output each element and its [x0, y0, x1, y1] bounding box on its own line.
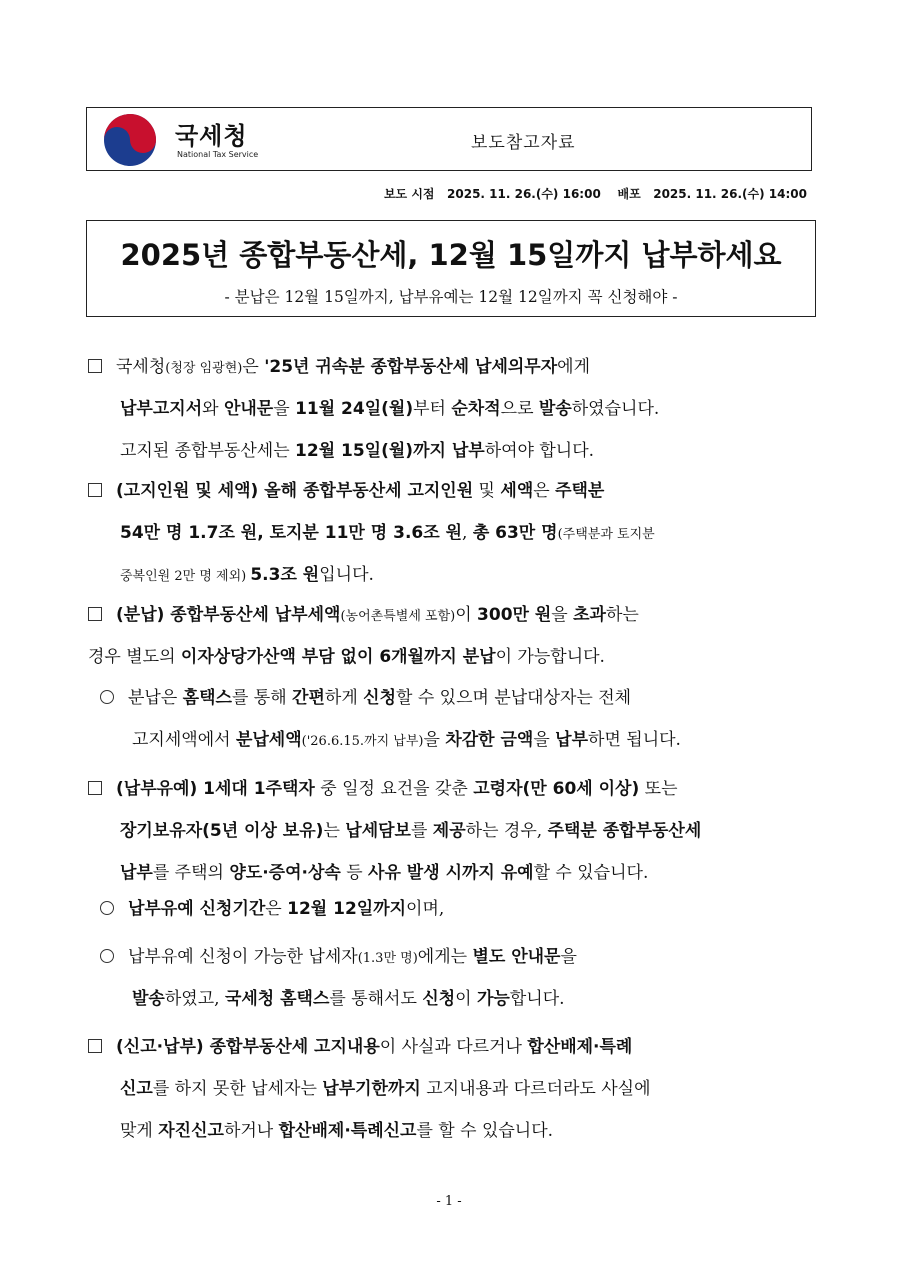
- title-box: [86, 220, 816, 317]
- text: 하였고,: [164, 989, 225, 1009]
- text-bold: 5.3조 원: [250, 565, 320, 585]
- text-bold: 합산배제·특례신고: [278, 1121, 417, 1141]
- text-bold: 합산배제·특례: [527, 1037, 633, 1057]
- text-bold: 54만 명 1.7조 원, 토지분 11만 명 3.6조 원: [120, 523, 462, 543]
- text-bold: 차감한 금액: [445, 730, 534, 750]
- text-bold: 납부고지서: [120, 399, 203, 419]
- text: 부터: [413, 399, 452, 419]
- text-bold: 납부: [555, 730, 589, 750]
- text-bold: 별도 안내문: [472, 947, 561, 967]
- header-box: [86, 107, 812, 171]
- text-bold: '25년 귀속분 종합부동산세 납세의무자: [264, 357, 558, 377]
- text-bold: 장기보유자(5년 이상 보유): [120, 821, 324, 841]
- text: 이: [455, 989, 477, 1009]
- text-bold: 납부유예 신청기간: [128, 899, 266, 919]
- text: 를 주택의: [152, 863, 230, 883]
- paragraph-line: [100, 978, 840, 1020]
- text-bold: 총 63만 명: [472, 523, 558, 543]
- text: 을: [560, 947, 577, 967]
- text-bold: 300만 원: [477, 605, 552, 625]
- text: 은: [242, 357, 265, 377]
- text-bold: 분납세액: [235, 730, 302, 750]
- text-bold: 납부기한까지: [322, 1079, 421, 1099]
- paragraph-line: [88, 346, 828, 388]
- text-bold: 안내문: [223, 399, 274, 419]
- text: 할 수 있습니다.: [533, 863, 649, 883]
- text: (주택분과 토지분: [557, 527, 655, 542]
- text: 를 통해: [231, 688, 293, 708]
- logo-korean-name: 국세청: [175, 122, 248, 150]
- paragraph-deferral: [88, 768, 828, 894]
- text: 고지내용과 다르더라도 사실에: [420, 1079, 651, 1099]
- text-bold: 납세담보: [345, 821, 411, 841]
- paragraph-line: [88, 430, 828, 472]
- text: 은: [533, 481, 556, 501]
- text: 경우 별도의: [88, 647, 181, 667]
- circle-bullet-icon: [100, 690, 114, 704]
- text: 분납은: [128, 688, 183, 708]
- text: 및: [473, 481, 501, 501]
- square-bullet-icon: [88, 1039, 102, 1053]
- circle-bullet-icon: [100, 949, 114, 963]
- text: (1.3만 명): [357, 951, 418, 966]
- text-bold: (신고·납부) 종합부동산세 고지내용: [116, 1037, 380, 1057]
- text-bold: 고령자(만 60세 이상): [473, 779, 640, 799]
- paragraph-line: [88, 810, 828, 852]
- release-dates: 보도 시점 2025. 11. 26.(수) 16:00 배포 2025. 11. 26.(수) 14:00: [383, 187, 807, 201]
- text: 이 가능합니다.: [495, 647, 605, 667]
- text: 또는: [639, 779, 678, 799]
- text: 하면 됩니다.: [588, 730, 681, 750]
- text: 중복인원 2만 명 제외): [120, 569, 251, 584]
- paragraph-installment: [88, 594, 828, 678]
- text-bold: 순차적: [451, 399, 501, 419]
- text-bold: 신청: [422, 989, 456, 1009]
- text-bold: 이자상당가산액 부담 없이 6개월까지 분납: [180, 647, 496, 667]
- text-bold: 주택분 종합부동산세: [547, 821, 702, 841]
- text-bold: (납부유예) 1세대 1주택자: [116, 779, 315, 799]
- square-bullet-icon: [88, 781, 102, 795]
- text-bold: 국세청 홈택스: [224, 989, 330, 1009]
- text: ,: [462, 523, 473, 543]
- text: 할 수 있으며 분납대상자는 전체: [396, 688, 632, 708]
- text-bold: 홈택스: [182, 688, 232, 708]
- square-bullet-icon: [88, 483, 102, 497]
- text: 은: [265, 899, 288, 919]
- text: 납부유예 신청이 가능한 납세자: [128, 947, 358, 967]
- text: 을: [533, 730, 556, 750]
- text: 에게는: [417, 947, 473, 967]
- text-bold: 간편: [292, 688, 325, 708]
- text-bold: (분납) 종합부동산세 납부세액: [116, 605, 341, 625]
- text-bold: 11월 24일(월): [295, 399, 414, 419]
- paragraph-line: [88, 388, 828, 430]
- text-bold: 신고: [120, 1079, 153, 1099]
- text: 하는: [605, 605, 639, 625]
- text: (청장 임광현): [165, 361, 243, 376]
- paragraph-line: [88, 470, 828, 512]
- paragraph-line: [100, 677, 840, 719]
- text-bold: 초과: [573, 605, 606, 625]
- subparagraph-deferral-period: [100, 888, 840, 930]
- page-subtitle: - 분납은 12월 15일까지, 납부유예는 12월 12일까지 꼭 신청해야 -: [224, 288, 678, 306]
- text-bold: 양도·증여·상속: [229, 863, 341, 883]
- paragraph-line: [100, 719, 840, 761]
- subparagraph-installment-hometax: [100, 677, 840, 761]
- text: 를 하지 못한 납세자는: [152, 1079, 323, 1099]
- paragraph-line: [88, 1068, 828, 1110]
- paragraph-line: [88, 636, 828, 678]
- text: 하거나: [223, 1121, 279, 1141]
- text: (농어촌특별세 포함): [340, 609, 456, 624]
- circle-bullet-icon: [100, 901, 114, 915]
- paragraph-line: [88, 512, 828, 554]
- page-title: 2025년 종합부동산세, 12월 15일까지 납부하세요: [120, 238, 782, 272]
- text: 이: [455, 605, 478, 625]
- logo-english-name: National Tax Service: [177, 150, 259, 159]
- page-number: - 1 -: [436, 1194, 462, 1209]
- text: 고지된 종합부동산세는: [120, 441, 296, 461]
- paragraph-line: [88, 768, 828, 810]
- paragraph-taxpayers-amount: [88, 470, 828, 596]
- text-bold: 세액: [500, 481, 534, 501]
- text-bold: 12월 15일(월)까지 납부: [295, 441, 485, 461]
- text: 를 할 수 있습니다.: [416, 1121, 554, 1141]
- text: 입니다.: [319, 565, 374, 585]
- paragraph-line: [100, 888, 840, 930]
- text: 중 일정 요건을 갖춘: [314, 779, 474, 799]
- text: 맞게: [120, 1121, 159, 1141]
- nts-logo: [97, 112, 267, 168]
- text: 을: [273, 399, 296, 419]
- text: 는: [323, 821, 346, 841]
- taegeuk-emblem-icon: [97, 112, 163, 168]
- text: 이 사실과 다르거나: [379, 1037, 528, 1057]
- text: 을: [423, 730, 446, 750]
- text-bold: 주택분: [555, 481, 605, 501]
- text: 하는 경우,: [465, 821, 548, 841]
- text: 을: [551, 605, 574, 625]
- text: 등: [340, 863, 369, 883]
- text-bold: (고지인원 및 세액) 올해 종합부동산세 고지인원: [116, 481, 474, 501]
- text: 합니다.: [509, 989, 565, 1009]
- text: 를: [410, 821, 433, 841]
- paragraph-self-report: [88, 1026, 828, 1152]
- square-bullet-icon: [88, 359, 102, 373]
- paragraph-notice-dispatch: [88, 346, 828, 472]
- text: 를 통해서도: [329, 989, 423, 1009]
- paragraph-line: [88, 1026, 828, 1068]
- text-bold: 사유 발생 시까지 유예: [368, 863, 534, 883]
- paragraph-line: [88, 1110, 828, 1152]
- paragraph-line: [88, 554, 828, 596]
- text-bold: 발송: [132, 989, 165, 1009]
- text-bold: 가능: [477, 989, 510, 1009]
- text-bold: 제공: [432, 821, 466, 841]
- text: 에게: [557, 357, 590, 377]
- text: 하였습니다.: [571, 399, 660, 419]
- text: 하여야 합니다.: [484, 441, 595, 461]
- paragraph-line: [88, 594, 828, 636]
- text-bold: 신청: [363, 688, 396, 708]
- square-bullet-icon: [88, 607, 102, 621]
- paragraph-line: [100, 936, 840, 978]
- document-type: 보도참고자료: [471, 133, 576, 153]
- text: 하게: [324, 688, 364, 708]
- text-bold: 발송: [538, 399, 572, 419]
- text-bold: 12월 12일까지: [287, 899, 407, 919]
- text: ('26.6.15.까지 납부): [301, 734, 424, 749]
- text-bold: 납부: [120, 863, 153, 883]
- subparagraph-deferral-notice: [100, 936, 840, 1020]
- text: 고지세액에서: [132, 730, 236, 750]
- text: 이며,: [406, 899, 445, 919]
- text: 으로: [500, 399, 539, 419]
- text: 와: [202, 399, 224, 419]
- text: 국세청: [116, 357, 166, 377]
- text-bold: 자진신고: [158, 1121, 224, 1141]
